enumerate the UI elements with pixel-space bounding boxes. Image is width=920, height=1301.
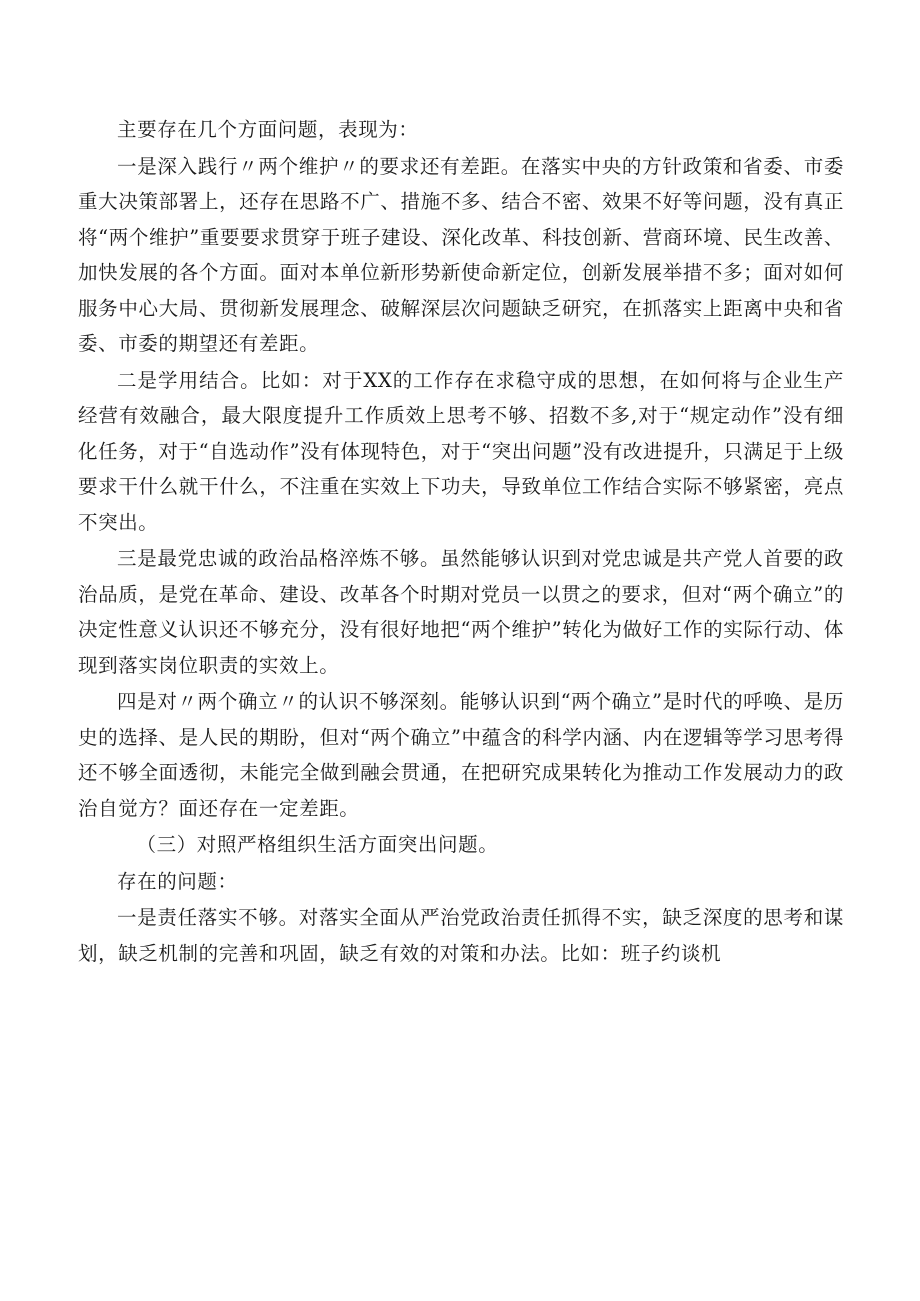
paragraph-issue-4: 四是对〃两个确立〃的认识不够深刻。能够认识到“两个确立”是时代的呼唤、是历史的选择、是人民的期盼，但对“两个确立”中蕴含的科学内涵、内在逻辑等学习思考得还不够全面透彻，未能完全做到融会贯通，在把研究成果转化为推动工作发展动力的政治自觉方？面还存在一定差距。 [78, 690, 844, 820]
paragraph-issue-3: 三是最党忠诚的政治品格淬炼不够。虽然能够认识到对党忠诚是共产党人首要的政治品质，是党在革命、建设、改革各个时期对党员一以贯之的要求，但对“两个确立”的决定性意义认识还不够充分，没有很好地把“两个维护”转化为做好工作的实际行动、体现到落实岗位职责的实效上。 [78, 547, 844, 677]
paragraph-intro: 主要存在几个方面问题，表现为： [117, 118, 419, 141]
paragraph-issue-1: 一是深入践行〃两个维护〃的要求还有差距。在落实中央的方针政策和省委、市委重大决策部署上，还存在思路不广、措施不多、结合不密、效果不好等问题，没有真正将“两个维护”重要要求贯穿于班子建设、深化改革、科技创新、营商环境、民生改善、加快发展的各个方面。面对本单位新形势新使命新定位，创新发展举措不多；面对如何服务中心大局、贯彻新发展理念、破解深层次问题缺乏研究，在抓落实上距离中央和省委、市委的期望还有差距。 [78, 154, 844, 355]
section-heading-3: （三）对照严格组织生活方面突出问题。 [136, 833, 499, 856]
paragraph-problems-label: 存在的问题： [117, 869, 238, 893]
paragraph-issue-2: 二是学用结合。比如：对于XX的工作存在求稳守成的思想，在如何将与企业生产经营有效融合，最大限度提升工作质效上思考不够、招数不多,对于“规定动作”没有细化任务，对于“自选动作”没有体现特色，对于“突出问题”没有改进提升，只满足于上级要求干什么就干什么，不注重在实效上下功夫，导致单位工作结合实际不够紧密，亮点不突出。 [78, 368, 844, 534]
document-body [78, 112, 844, 972]
paragraph-responsibility: 一是责任落实不够。对落实全面从严治党政治责任抓得不实，缺乏深度的思考和谋划，缺乏机制的完善和巩固，缺乏有效的对策和办法。比如：班子约谈机 [78, 906, 844, 965]
